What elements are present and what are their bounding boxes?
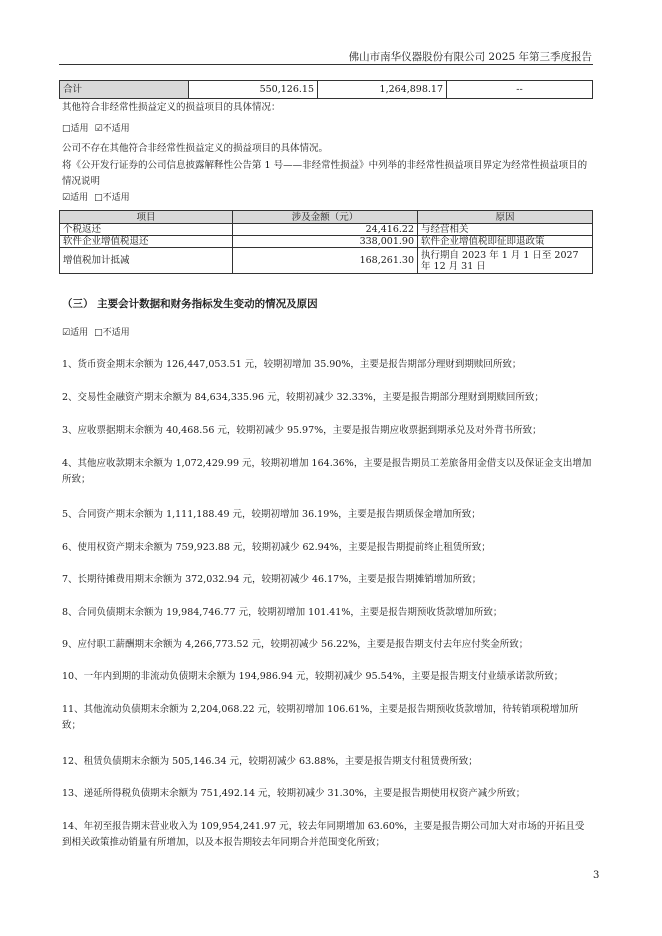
list-item: 11、其他流动负债期末余额为 2,204,068.22 元，较期初增加 106.61%，主要是报告期预收货款增加，待转销项税增加所致； xyxy=(62,704,579,731)
other-items-question: 其他符合非经常性损益定义的损益项目的具体情况： xyxy=(62,102,281,113)
list-item: 12、租赁负债期末余额为 505,146.34 元，较期初减少 63.88%，主要是报告期支付租赁费所致； xyxy=(62,756,478,767)
list-item: 7、长期待摊费用期末余额为 372,032.94 元，较期初减少 46.17%，主要是报告期摊销增加所致； xyxy=(62,574,482,585)
total-value-3: -- xyxy=(447,81,593,99)
row-reason: 执行期自 2023 年 1 月 1 日至 2027 年 12 月 31 日 xyxy=(418,248,593,274)
checkbox-not-applicable: ☑不适用 xyxy=(94,124,130,134)
total-value-2: 1,264,898.17 xyxy=(318,81,447,99)
list-item: 4、其他应收款期末余额为 1,072,429.99 元，较期初增加 164.36%，主要是报告期员工差旅备用金借支以及保证金支出增加所致； xyxy=(62,458,592,485)
section-title: （三） 主要会计数据和财务指标发生变动的情况及原因 xyxy=(62,298,318,310)
table-row xyxy=(60,224,593,236)
total-value-1: 550,126.15 xyxy=(189,81,318,99)
col-header-reason: 原因 xyxy=(418,211,593,224)
reclass-table xyxy=(59,210,593,274)
list-item: 1、货币资金期末余额为 126,447,053.51 元，较期初增加 35.90%，主要是报告期部分理财到期赎回所致； xyxy=(62,359,522,370)
list-item: 14、年初至报告期末营业收入为 109,954,241.97 元，较去年同期增加 63.60%，主要是报告期公司加大对市场的开拓且受到相关政策推动销量有所增加，以及本报告期较去年同期合并范围变化所致； xyxy=(62,821,585,848)
total-label: 合计 xyxy=(60,81,189,99)
row-amount: 338,001.90 xyxy=(233,236,418,248)
page-number: 3 xyxy=(593,870,600,881)
checkbox-applicable: ☑适用 xyxy=(62,193,89,203)
report-header-title: 佛山市南华仪器股份有限公司 2025 年第三季度报告 xyxy=(348,51,592,63)
table-row xyxy=(60,236,593,248)
row-item: 增值税加计抵减 xyxy=(60,248,233,274)
row-amount: 168,261.30 xyxy=(233,248,418,274)
list-item: 10、一年内到期的非流动负债期末余额为 194,986.94 元，较期初减少 95.54%，主要是报告期支付业绩承诺款所致； xyxy=(62,671,564,682)
other-items-checkbox xyxy=(62,121,130,137)
checkbox-not-applicable: □不适用 xyxy=(94,193,130,203)
table-row xyxy=(60,248,593,274)
row-item: 个税返还 xyxy=(60,224,233,236)
section3-checkbox xyxy=(62,325,130,341)
checkbox-not-applicable: □不适用 xyxy=(94,328,130,338)
other-items-statement: 公司不存在其他符合非经常性损益定义的损益项目的具体情况。 xyxy=(62,143,329,154)
reclass-description: 将《公开发行证券的公司信息披露解释性公告第 1 号——非经常性损益》中列举的非经常性损益项目界定为经常性损益项目的情况说明 xyxy=(62,160,588,187)
list-item: 3、应收票据期末余额为 40,468.56 元，较期初减少 95.97%，主要是报告期应收票据到期承兑及对外背书所致； xyxy=(62,425,542,436)
table-header-row xyxy=(60,211,593,224)
col-header-item: 项目 xyxy=(60,211,233,224)
list-item: 13、递延所得税负债期末余额为 751,492.14 元，较期初减少 31.30%，主要是报告期使用权资产减少所致； xyxy=(62,788,526,799)
list-item: 9、应付职工薪酬期末余额为 4,266,773.52 元，较期初减少 56.22%，主要是报告期支付去年应付奖金所致； xyxy=(62,639,529,650)
list-item: 8、合同负债期末余额为 19,984,746.77 元，较期初增加 101.41%，主要是报告期预收货款增加所致； xyxy=(62,607,503,618)
col-header-amount: 涉及金额（元） xyxy=(233,211,418,224)
list-item: 5、合同资产期末余额为 1,111,188.49 元，较期初增加 36.19%，主要是报告期质保金增加所致； xyxy=(62,509,481,520)
row-reason: 与经营相关 xyxy=(418,224,593,236)
reclass-checkbox xyxy=(62,190,130,206)
header-divider xyxy=(59,64,593,65)
list-item: 2、交易性金融资产期末余额为 84,634,335.96 元，较期初减少 32.33%，主要是报告期部分理财到期赎回所致； xyxy=(62,392,544,403)
row-reason: 软件企业增值税即征即退政策 xyxy=(418,236,593,248)
row-item: 软件企业增值税退还 xyxy=(60,236,233,248)
table-row xyxy=(60,81,593,99)
checkbox-applicable: ☑适用 xyxy=(62,328,89,338)
list-item: 6、使用权资产期末余额为 759,923.88 元，较期初减少 62.94%，主要是报告期提前终止租赁所致； xyxy=(62,542,491,553)
total-table xyxy=(59,80,593,99)
checkbox-applicable: □适用 xyxy=(62,124,89,134)
row-amount: 24,416.22 xyxy=(233,224,418,236)
